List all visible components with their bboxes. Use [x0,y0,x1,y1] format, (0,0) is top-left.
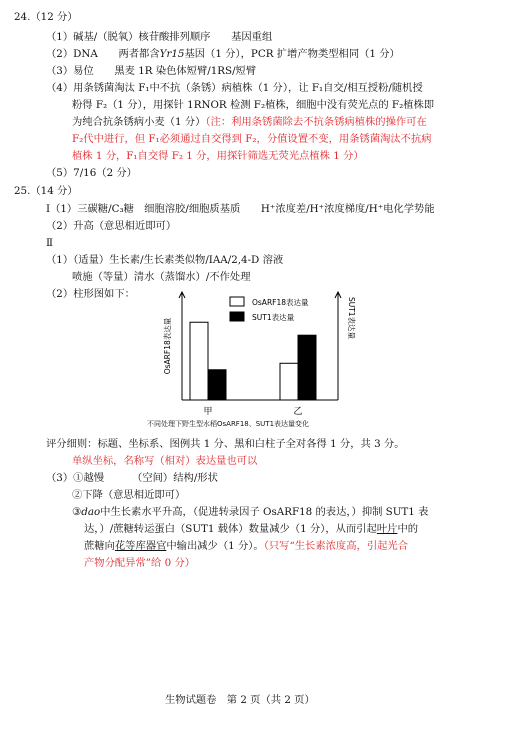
q25-line7: 评分细则：标题、坐标系、图例共 1 分、黑和白柱子全对各得 1 分，共 3 分。 [46,438,405,450]
q25-header: 25.（14 分） [14,185,78,197]
q25-line3: Ⅱ [46,237,53,249]
q24-line6: 为纯合抗条锈病小麦（1 分）（注：利用条锈菌除去不抗条锈病植株的操作可在 [72,116,427,128]
x-tick-label: 甲 [203,407,213,417]
q25-line13: 蔗糖向花等库器官中输出减少（1 分）。（只写“生长素浓度高，引起光合 [84,540,409,552]
q24-line5: 粉得 F₂（1 分），用探针 1RNOR 检测 F₂植株，细胞中没有荧光点的 F₂植株即 [72,99,435,111]
page-footer: 生物试题卷 第 2 页（共 2 页） [165,694,315,706]
q24-line2: （2）DNA 两者都含Yr15基因（1 分），PCR 扩增产物类型相同（1 分） [46,48,400,60]
y-axis-left-label: OsARF18表达量 [163,317,172,375]
q24-line3: （3）易位 黑麦 1R 染色体短臂/1RS/短臂 [46,65,257,77]
bar-sut1-1 [208,370,226,400]
bar-sut1-2 [298,335,316,400]
q24-line8: 植株 1 分，F₁自交得 F₂ 1 分，用探针筛选无荧光点植株 1 分） [72,150,364,162]
legend-swatch [230,312,244,321]
chart-title: 不同处理下野生型水稻OsARF18、SUT1表达量变化 [147,420,310,428]
legend-swatch [230,297,244,306]
q25-line6: （2）柱形图如下： [46,288,135,300]
legend-label: OsARF18表达量 [252,298,309,307]
y-axis-right-arrow [335,292,341,298]
q24-line1: （1）碱基/（脱氧）核苷酸排列顺序 基因重组 [46,31,273,43]
q25-line5: 喷施（等量）清水（蒸馏水）/不作处理 [72,271,251,283]
q25-line11: ③dao中生长素水平升高，（促进转录因子 OsARF18 的表达，）抑制 SUT1 表 [72,506,429,518]
q25-line1: Ⅰ（1）三碳糖/C₃糖 细胞溶胶/细胞质基质 H⁺浓度差/H⁺浓度梯度/H⁺电化学势能 [46,203,435,215]
q24-line9: （5）7/16（2 分） [46,167,137,179]
q24-line7: F₂代中进行，但 F₁必须通过自交得到 F₂，分值设置不变，用条锈菌淘汰不抗病 [72,133,432,145]
q25-line9: （3）①越慢 （空间）结构/形状 [46,472,218,484]
q25-line2: （2）升高（意思相近即可） [46,220,177,232]
q25-line10: ②下降（意思相近即可） [72,489,186,501]
legend-label: SUT1表达量 [252,313,295,322]
x-tick-label: 乙 [293,407,303,417]
bar-osarf18-2 [280,363,298,400]
y-axis-left-arrow [179,292,185,298]
bar-osarf18-1 [190,322,208,400]
q24-line4: （4）用条锈菌淘汰 F₁中不抗（条锈）病植株（1 分），让 F₁自交/相互授粉/随机授 [46,82,423,94]
q25-line14: 产物分配异常”给 0 分） [84,557,196,569]
q25-line4: （1）（适量）生长素/生长素类似物/IAA/2,4-D 溶液 [46,254,284,266]
y-axis-right-label: SUT1表达量 [347,296,356,340]
q25-line12: 达，）/蔗糖转运蛋白（SUT1 载体）数量减少（1 分），从而引起叶片中的 [84,523,419,535]
q25-line8: 单纵坐标，名称写（相对）表达量也可以 [72,455,258,467]
q24-header: 24.（12 分） [14,11,78,23]
